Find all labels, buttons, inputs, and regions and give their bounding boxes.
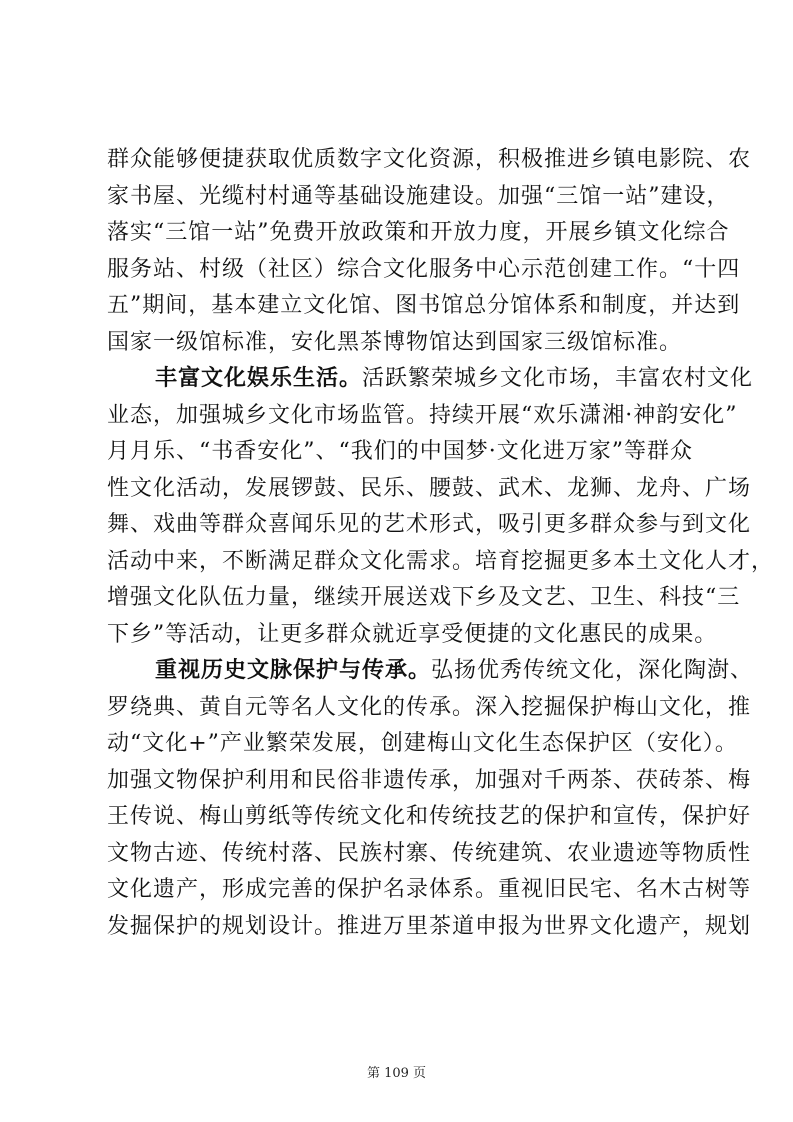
text-line: 群众能够便捷获取优质数字文化资源，积极推进乡镇电影院、农 — [107, 147, 752, 172]
page-number: 第 109 页 — [366, 1066, 427, 1081]
text-line: 下乡”等活动，让更多群众就近享受便捷的文化惠民的成果。 — [107, 621, 718, 647]
text-line: 增强文化队伍力量，继续开展送戏下乡及文艺、卫生、科技“三 — [107, 585, 741, 610]
text-line: 国家一级馆标准，安化黑茶博物馆达到国家三级馆标准。 — [107, 329, 683, 355]
paragraph-digital-culture — [107, 142, 752, 361]
text-line: 发掘保护的规划设计。推进万里茶道申报为世界文化遗产，规划 — [107, 913, 752, 939]
paragraph-cultural-life — [107, 361, 775, 653]
text-line: 舞、戏曲等群众喜闻乐见的艺术形式，吸引更多群众参与到文化 — [107, 512, 752, 537]
text-line — [107, 653, 754, 690]
paragraph-heading: 重视历史文脉保护与传承。 — [155, 658, 432, 683]
text-line: 文化遗产，形成完善的保护名录体系。重视旧民宅、名木古树等 — [107, 877, 752, 902]
text-line: 业态，加强城乡文化市场监管。持续开展“欢乐潇湘·神韵安化” — [107, 402, 738, 428]
text-line: 五”期间，基本建立文化馆、图书馆总分馆体系和制度，并达到 — [107, 293, 741, 318]
text-line: 月月乐、“书香安化”、“我们的中国梦·文化进万家”等群众 — [107, 439, 693, 464]
text-line: 加强文物保护利用和民俗非遗传承，加强对千两茶、茯砖茶、梅 — [107, 767, 752, 793]
paragraph-heading: 丰富文化娱乐生活。 — [155, 366, 363, 391]
text-line: 罗绕典、黄自元等名人文化的传承。深入挖掘保护梅山文化，推 — [107, 694, 752, 720]
text-line: 家书屋、光缆村村通等基础设施建设。加强“三馆一站”建设， — [107, 183, 730, 209]
text-span: 弘扬优秀传统文化，深化陶澍、 — [431, 658, 754, 683]
document-body — [107, 142, 775, 945]
paragraph-heritage — [107, 653, 754, 945]
text-line: 动“文化+”产业繁荣发展，创建梅山文化生态保护区（安化）。 — [107, 731, 738, 756]
text-line: 文物古迹、传统村落、民族村寨、传统建筑、农业遗迹等物质性 — [107, 840, 752, 866]
text-line: 服务站、村级（社区）综合文化服务中心示范创建工作。“十四 — [107, 256, 741, 282]
text-line — [107, 361, 754, 398]
text-line: 王传说、梅山剪纸等传统文化和传统技艺的保护和宣传，保护好 — [107, 804, 752, 829]
text-line: 活动中来，不断满足群众文化需求。培育挖掘更多本土文化人才， — [107, 548, 775, 574]
text-line: 落实“三馆一站”免费开放政策和开放力度，开展乡镇文化综合 — [107, 220, 730, 245]
text-span: 活跃繁荣城乡文化市场，丰富农村文化 — [362, 366, 754, 391]
text-line: 性文化活动，发展锣鼓、民乐、腰鼓、武术、龙狮、龙舟、广场 — [107, 475, 752, 501]
